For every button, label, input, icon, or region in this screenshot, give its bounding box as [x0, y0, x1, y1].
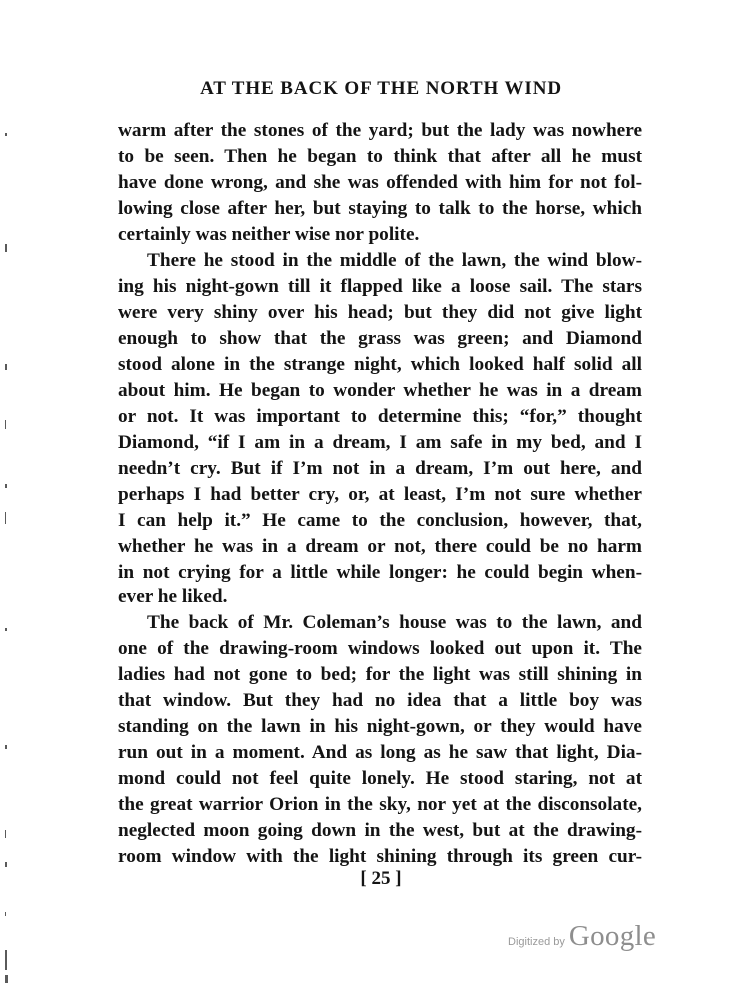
text-line: ing his night-gown till it flapped like a loose sail. The stars	[118, 276, 642, 297]
text-line: have done wrong, and she was offended with him for not fol-	[118, 172, 642, 193]
scan-speck	[5, 244, 7, 252]
text-line: were very shiny over his head; but they did not give light	[118, 302, 642, 323]
text-line: that window. But they had no idea that a little boy was	[118, 690, 642, 711]
text-line: the great warrior Orion in the sky, nor yet at the disconsolate,	[118, 794, 642, 815]
text-line: Diamond, “if I am in a dream, I am safe in my bed, and I	[118, 432, 642, 453]
text-line: I can help it.” He came to the conclusion, however, that,	[118, 510, 642, 531]
text-line: certainly was neither wise nor polite.	[118, 224, 420, 245]
scan-speck	[5, 830, 6, 838]
scan-speck	[5, 975, 8, 983]
scan-speck	[5, 133, 7, 136]
watermark-prefix: Digitized by	[508, 936, 565, 948]
scan-speck	[5, 745, 7, 749]
running-header: AT THE BACK OF THE NORTH WIND	[200, 78, 562, 99]
text-line: room window with the light shining through its green cur-	[118, 846, 642, 867]
text-line: or not. It was important to determine this; “for,” thought	[118, 406, 642, 427]
text-line: neglected moon going down in the west, but at the drawing-	[118, 820, 642, 841]
text-line: ever he liked.	[118, 586, 228, 607]
scan-speck	[5, 950, 7, 970]
page-number: [ 25 ]	[360, 868, 402, 889]
scan-speck	[5, 628, 7, 631]
scan-speck	[5, 484, 7, 488]
scan-speck	[5, 512, 6, 524]
text-line: one of the drawing-room windows looked out upon it. The	[118, 638, 642, 659]
text-line: perhaps I had better cry, or, at least, I’m not sure whether	[118, 484, 642, 505]
text-line: to be seen. Then he began to think that after all he must	[118, 146, 642, 167]
google-watermark	[508, 920, 656, 953]
watermark-brand: Google	[568, 920, 657, 952]
text-line: in not crying for a little while longer: he could begin when-	[118, 562, 642, 583]
text-line: warm after the stones of the yard; but the lady was nowhere	[118, 120, 642, 141]
text-line: needn’t cry. But if I’m not in a dream, I’m out here, and	[118, 458, 642, 479]
text-line: There he stood in the middle of the lawn, the wind blow-	[147, 250, 642, 271]
text-line: enough to show that the grass was green; and Diamond	[118, 328, 642, 349]
scan-speck	[5, 420, 6, 429]
text-line: The back of Mr. Coleman’s house was to the lawn, and	[147, 612, 642, 633]
scan-speck	[5, 862, 7, 867]
scan-speck	[5, 364, 7, 370]
text-line: whether he was in a dream or not, there could be no harm	[118, 536, 642, 557]
text-line: lowing close after her, but staying to talk to the horse, which	[118, 198, 642, 219]
text-line: run out in a moment. And as long as he saw that light, Dia-	[118, 742, 642, 763]
text-line: ladies had not gone to bed; for the light was still shining in	[118, 664, 642, 685]
text-line: about him. He began to wonder whether he was in a dream	[118, 380, 642, 401]
scan-speck	[5, 912, 6, 916]
text-line: stood alone in the strange night, which looked half solid all	[118, 354, 642, 375]
text-line: mond could not feel quite lonely. He stood staring, not at	[118, 768, 642, 789]
text-line: standing on the lawn in his night-gown, or they would have	[118, 716, 642, 737]
